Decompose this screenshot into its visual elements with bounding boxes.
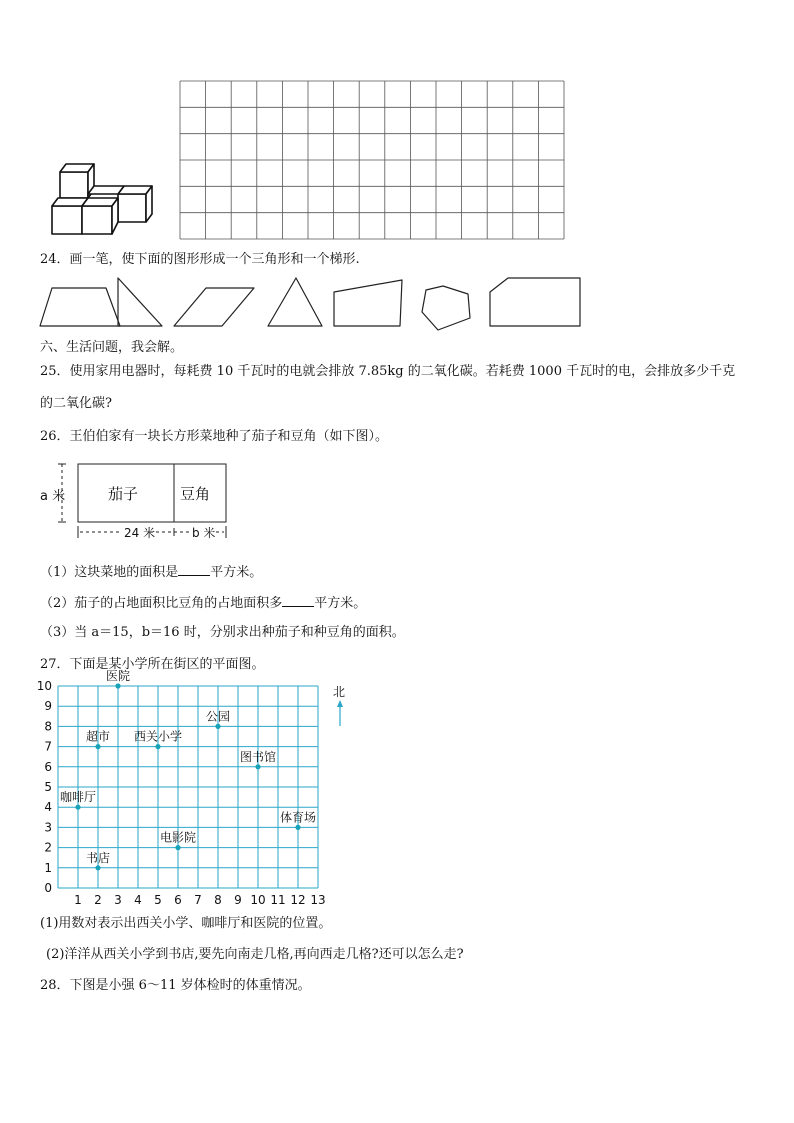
map-point-label: 西关小学 [133, 729, 183, 744]
street-map [30, 669, 370, 910]
x-tick: 6 [174, 893, 182, 907]
x-tick: 8 [214, 893, 222, 907]
answer-blank-2[interactable] [282, 594, 314, 607]
y-tick: 4 [44, 800, 52, 815]
question-25-line2: 的二氧化碳? [40, 396, 112, 411]
y-tick: 8 [44, 719, 52, 734]
question-26-part1 [40, 563, 262, 581]
x-tick: 9 [234, 893, 242, 907]
y-tick: 5 [44, 780, 52, 794]
map-point-label: 医院 [105, 669, 131, 683]
map-point-label: 超市 [85, 729, 111, 744]
x-tick: 4 [134, 893, 142, 907]
map-point [75, 805, 80, 810]
north-arrow [333, 685, 345, 726]
map-point-label: 公园 [205, 709, 231, 724]
map-point-label: 体育场 [279, 810, 317, 825]
drawing-grid [179, 80, 565, 240]
triangle-shape [268, 278, 322, 326]
y-tick: 6 [44, 759, 52, 774]
eggplant-label: 茄子 [108, 485, 139, 503]
map-point [115, 683, 120, 688]
north-label: 北 [333, 685, 346, 699]
vegetable-field-diagram [38, 460, 248, 542]
shapes-row [38, 274, 588, 332]
map-point [175, 845, 180, 850]
width-label-24: 24 米 [124, 526, 156, 540]
question-26-intro: 26．王伯伯家有一块长方形菜地种了茄子和豆角（如下图）。 [40, 429, 389, 444]
question-24: 24．画一笔，使下面的图形形成一个三角形和一个梯形. [40, 252, 360, 267]
x-tick: 13 [310, 893, 326, 907]
x-tick: 2 [94, 893, 102, 907]
y-tick: 9 [44, 699, 52, 714]
part1-text: （1）这块菜地的面积是 [40, 565, 179, 580]
y-tick: 0 [44, 881, 52, 895]
parallelogram-shape [174, 288, 254, 326]
map-point-label: 图书馆 [239, 749, 277, 764]
x-tick: 1 [74, 893, 82, 907]
map-point [295, 825, 300, 830]
x-tick: 12 [290, 893, 306, 907]
cube-figure [48, 158, 160, 238]
map-point [95, 865, 100, 870]
question-26-part2 [40, 594, 366, 612]
y-tick: 3 [44, 820, 52, 835]
question-25-line1: 25．使用家用电器时，每耗费 10 千瓦时的电就会排放 7.85kg 的二氧化碳。若耗费 1000 千瓦时的电，会排放多少千克 [40, 364, 736, 379]
cut-rectangle-shape [490, 278, 580, 326]
question-27-intro: 27．下面是某小学所在街区的平面图。 [40, 657, 265, 672]
y-tick: 7 [44, 739, 52, 754]
x-tick: 7 [194, 893, 202, 907]
x-tick: 5 [154, 893, 162, 907]
pentagon-shape [422, 286, 470, 330]
map-point [215, 724, 220, 729]
part1-unit: 平方米。 [210, 565, 263, 580]
question-27-part1: (1)用数对表示出西关小学、咖啡厅和医院的位置。 [40, 916, 332, 931]
question-27-part2: (2)洋洋从西关小学到书店,要先向南走几格,再向西走几格?还可以怎么走? [46, 947, 464, 962]
quadrilateral-shape [334, 280, 402, 326]
x-tick: 10 [250, 893, 266, 907]
question-28-intro: 28．下图是小强 6～11 岁体检时的体重情况。 [40, 978, 311, 993]
part2-unit: 平方米。 [314, 596, 367, 611]
y-tick: 1 [44, 860, 52, 875]
section-6-title: 六、生活问题，我会解。 [40, 340, 184, 355]
map-point [155, 744, 160, 749]
map-point [95, 744, 100, 749]
bean-label: 豆角 [180, 485, 211, 503]
y-tick: 10 [36, 679, 52, 693]
x-tick: 3 [114, 893, 122, 907]
map-point-label: 电影院 [159, 830, 197, 845]
right-triangle-shape [118, 278, 162, 326]
y-tick: 2 [44, 840, 52, 855]
trapezoid-shape [40, 288, 120, 326]
map-point [255, 764, 260, 769]
side-label: a 米 [40, 489, 66, 504]
map-point-label: 咖啡厅 [59, 790, 97, 805]
part2-text: （2）茄子的占地面积比豆角的占地面积多 [40, 596, 283, 611]
answer-blank-1[interactable] [178, 563, 210, 576]
question-26-part3: （3）当 a＝15，b＝16 时，分别求出种茄子和种豆角的面积。 [40, 625, 405, 640]
map-point-label: 书店 [85, 850, 111, 865]
x-tick: 11 [270, 893, 286, 907]
width-label-b: b 米 [192, 526, 216, 540]
